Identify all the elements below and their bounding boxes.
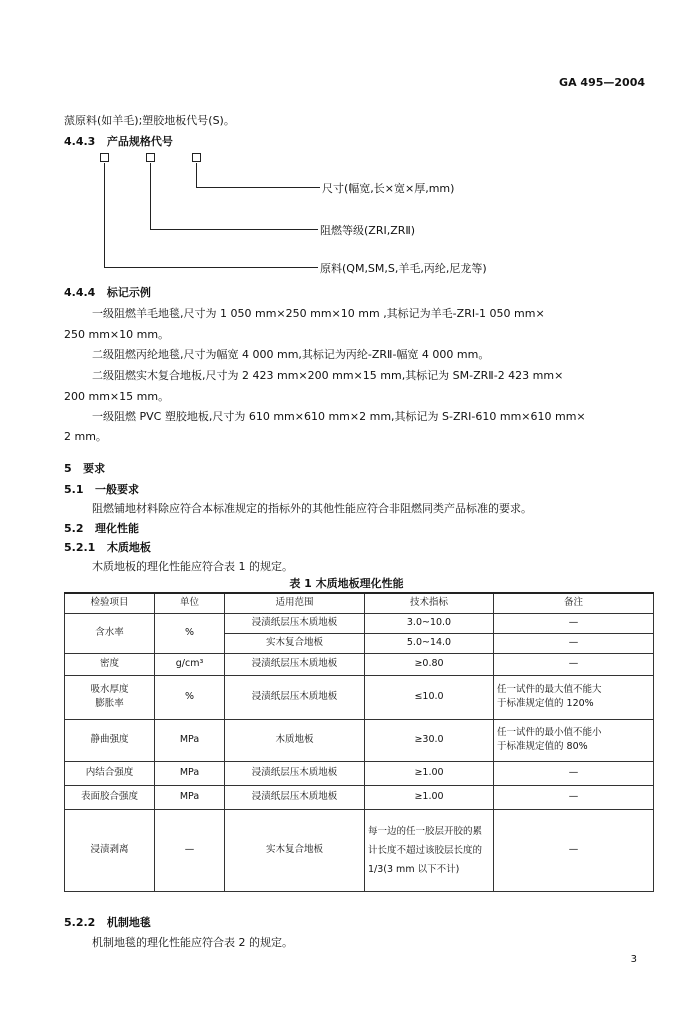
- section-number: 5.2.1: [64, 541, 96, 554]
- example-line: 200 mm×15 mm。: [64, 390, 170, 403]
- cell-line: 吸水厚度: [90, 684, 129, 695]
- leader-line: [150, 229, 318, 230]
- table-cell: —: [494, 613, 654, 633]
- table-cell: —: [494, 653, 654, 675]
- table-cell: 5.0~14.0: [365, 633, 494, 653]
- table-cell: 实木复合地板: [225, 809, 365, 891]
- table-cell: ≥0.80: [365, 653, 494, 675]
- label-grade: 阻燃等级(ZRⅠ,ZRⅡ): [320, 224, 416, 237]
- column-header: 技术指标: [365, 593, 494, 613]
- section-5-2-1-text: 木质地板的理化性能应符合表 1 的规定。: [92, 560, 293, 573]
- table-cell: 浸渍纸层压木质地板: [225, 785, 365, 809]
- label-material: 原料(QM,SM,S,羊毛,丙纶,尼龙等): [320, 262, 487, 275]
- section-number: 4.4.3: [64, 135, 96, 148]
- table-cell: ≥30.0: [365, 719, 494, 761]
- section-number: 5.2: [64, 522, 84, 535]
- page-number: 3: [630, 954, 637, 965]
- table-cell: 内结合强度: [65, 761, 155, 785]
- code-box-size: [192, 153, 201, 162]
- table-cell: 浸渍纸层压木质地板: [225, 613, 365, 633]
- label-size: 尺寸(幅宽,长×宽×厚,mm): [322, 182, 455, 195]
- table-cell: ≤10.0: [365, 675, 494, 719]
- column-header: 检验项目: [65, 593, 155, 613]
- section-5-2-1-heading: [64, 539, 151, 555]
- section-4-4-4-heading: [64, 284, 151, 300]
- table-cell: [494, 675, 654, 719]
- cell-line: 于标准规定值的 120%: [497, 698, 594, 709]
- cell-line: 于标准规定值的 80%: [497, 741, 588, 752]
- section-5-heading: [64, 460, 105, 476]
- example-line: 一级阻燃 PVC 塑胶地板,尺寸为 610 mm×610 mm×2 mm,其标记为 S-ZRⅠ-610 mm×610 mm×: [92, 410, 586, 423]
- table-cell: [65, 675, 155, 719]
- column-header: 适用范围: [225, 593, 365, 613]
- leader-line: [104, 267, 318, 268]
- leader-line: [150, 163, 151, 229]
- leader-line: [196, 187, 320, 188]
- section-title: 产品规格代号: [106, 135, 173, 148]
- table-cell: %: [155, 613, 225, 653]
- section-title: 要求: [83, 462, 106, 475]
- example-line: 250 mm×10 mm。: [64, 328, 170, 341]
- section-title: 机制地毯: [106, 916, 151, 929]
- section-number: 4.4.4: [64, 286, 96, 299]
- table-cell: 每一边的任一胶层开胶的累计长度不超过该胶层长度的 1/3(3 mm 以下不计): [365, 809, 494, 891]
- example-line: 2 mm。: [64, 430, 107, 443]
- section-title: 标记示例: [106, 286, 151, 299]
- section-title: 木质地板: [106, 541, 151, 554]
- table-cell: ≥1.00: [365, 785, 494, 809]
- cell-line: 膨胀率: [95, 698, 124, 709]
- section-5-2-heading: [64, 520, 139, 536]
- column-header: 单位: [155, 593, 225, 613]
- section-title: 一般要求: [95, 483, 139, 496]
- table-1-caption: 表 1 木质地板理化性能: [289, 577, 404, 590]
- table-cell: 木质地板: [225, 719, 365, 761]
- column-header: 备注: [494, 593, 654, 613]
- cell-line: 任一试件的最小值不能小: [497, 727, 602, 738]
- table-cell: 密度: [65, 653, 155, 675]
- code-box-grade: [146, 153, 155, 162]
- table-cell: 3.0~10.0: [365, 613, 494, 633]
- table-cell: g/cm³: [155, 653, 225, 675]
- table-cell: %: [155, 675, 225, 719]
- example-line: 二级阻燃丙纶地毯,尺寸为幅宽 4 000 mm,其标记为丙纶-ZRⅡ-幅宽 4 000 mm。: [92, 348, 490, 361]
- table-row: [65, 761, 654, 785]
- document-code: GA 495—2004: [559, 76, 645, 89]
- section-5-1-text: 阻燃铺地材料除应符合本标准规定的指标外的其他性能应符合非阻燃同类产品标准的要求。: [92, 502, 532, 515]
- cell-line: 任一试件的最大值不能大: [497, 684, 602, 695]
- table-cell: ≥1.00: [365, 761, 494, 785]
- table-cell: MPa: [155, 719, 225, 761]
- intro-line: 蒎原料(如羊毛);塑胶地板代号(S)。: [64, 114, 235, 127]
- example-line: 一级阻燃羊毛地毯,尺寸为 1 050 mm×250 mm×10 mm ,其标记为羊毛-ZRⅠ-1 050 mm×: [92, 307, 545, 320]
- table-cell: 浸渍纸层压木质地板: [225, 761, 365, 785]
- table-cell: 浸渍剥离: [65, 809, 155, 891]
- section-number: 5: [64, 462, 72, 475]
- table-cell: [494, 719, 654, 761]
- section-5-2-2-text: 机制地毯的理化性能应符合表 2 的规定。: [92, 936, 293, 949]
- code-box-material: [100, 153, 109, 162]
- table-cell: —: [494, 785, 654, 809]
- table-cell: —: [494, 633, 654, 653]
- section-title: 理化性能: [95, 522, 139, 535]
- table-cell: 实木复合地板: [225, 633, 365, 653]
- table-cell: 静曲强度: [65, 719, 155, 761]
- table-row: [65, 653, 654, 675]
- table-cell: 含水率: [65, 613, 155, 653]
- table-row: [65, 613, 654, 633]
- section-number: 5.2.2: [64, 916, 96, 929]
- table-row: [65, 785, 654, 809]
- table-cell: 浸渍纸层压木质地板: [225, 675, 365, 719]
- table-1: [64, 592, 654, 892]
- table-cell: 浸渍纸层压木质地板: [225, 653, 365, 675]
- leader-line: [104, 163, 105, 267]
- section-4-4-3-heading: [64, 133, 173, 149]
- example-line: 二级阻燃实木复合地板,尺寸为 2 423 mm×200 mm×15 mm,其标记为 SM-ZRⅡ-2 423 mm×: [92, 369, 564, 382]
- table-header-row: [65, 593, 654, 613]
- table-cell: 表面胶合强度: [65, 785, 155, 809]
- table-cell: —: [494, 761, 654, 785]
- section-5-1-heading: [64, 481, 139, 497]
- table-cell: —: [155, 809, 225, 891]
- table-cell: MPa: [155, 761, 225, 785]
- table-row: [65, 809, 654, 891]
- section-5-2-2-heading: [64, 914, 151, 930]
- table-row: [65, 675, 654, 719]
- table-row: [65, 719, 654, 761]
- table-cell: MPa: [155, 785, 225, 809]
- section-number: 5.1: [64, 483, 84, 496]
- leader-line: [196, 163, 197, 187]
- table-cell: —: [494, 809, 654, 891]
